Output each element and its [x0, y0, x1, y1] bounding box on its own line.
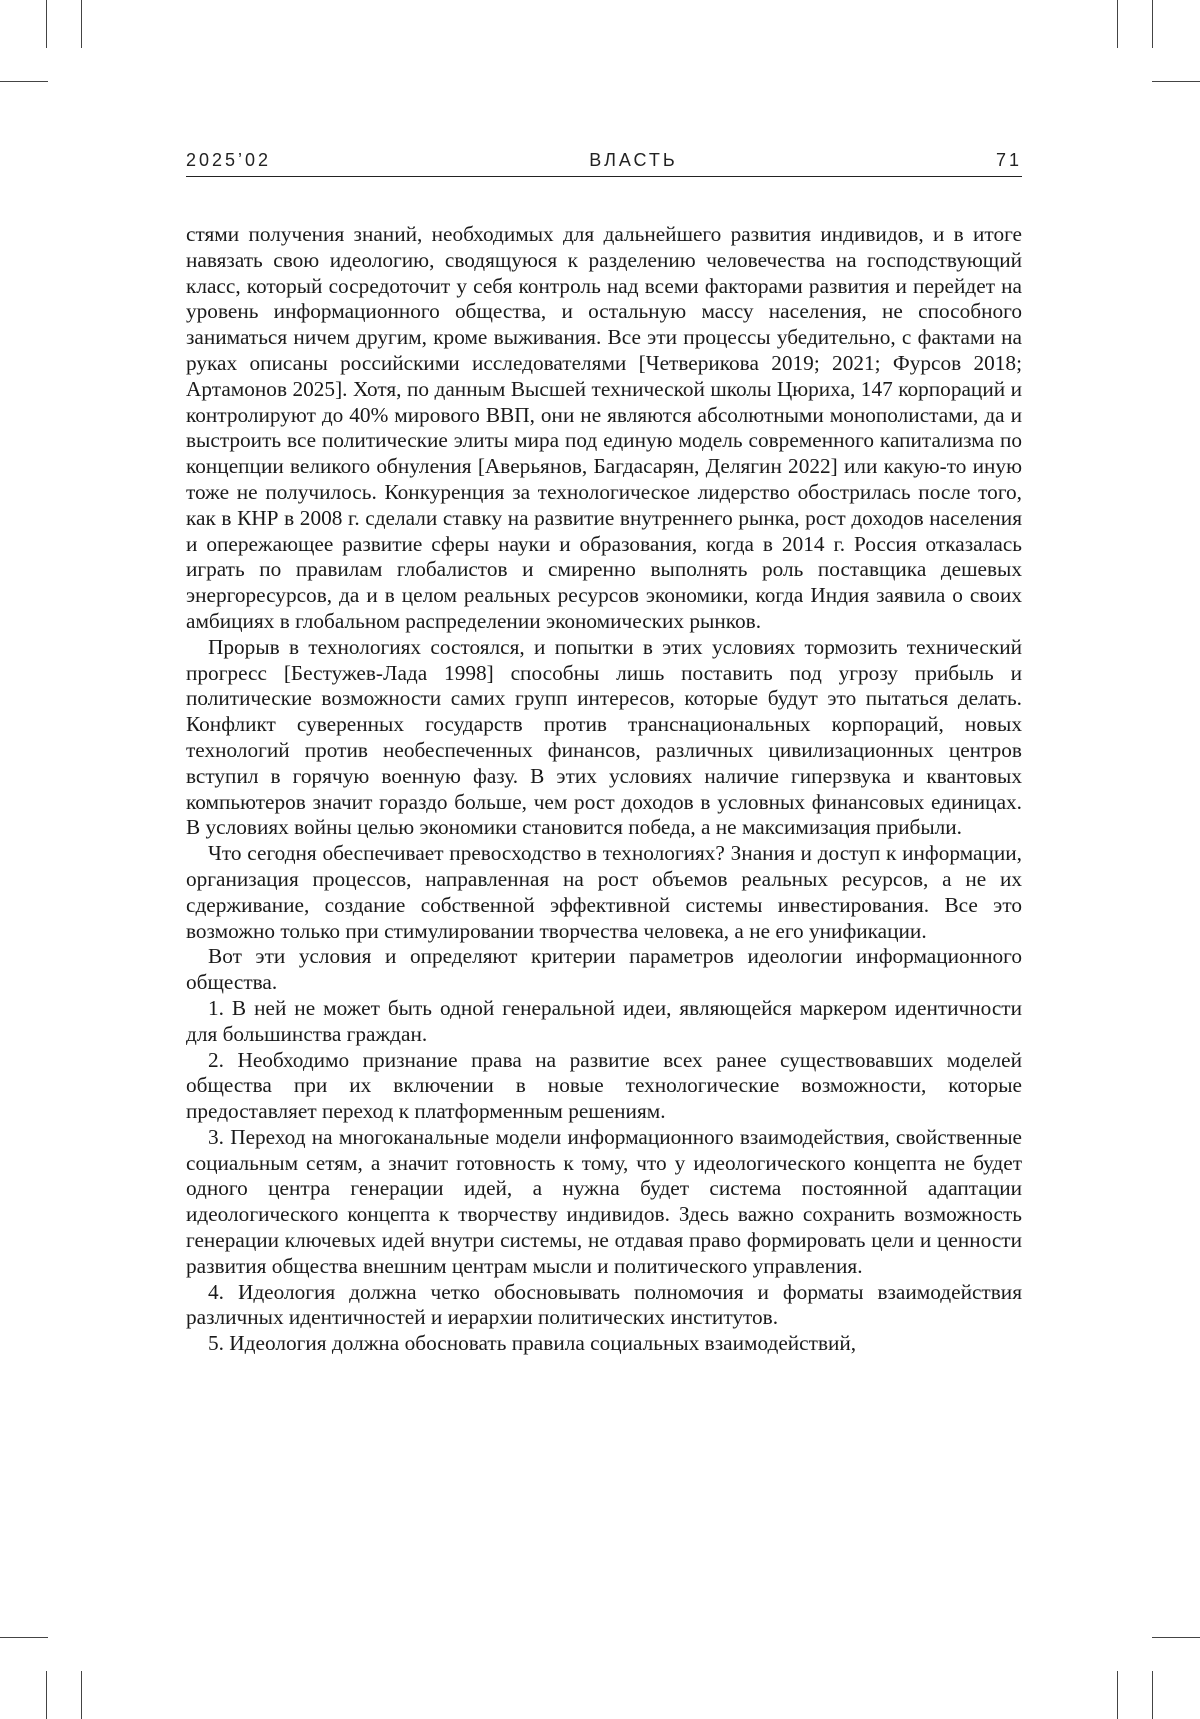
list-item-3: 3. Переход на многоканальные модели информационного взаимодействия, свойственные социальным сетям, а значит готовность к тому, что у идеологического концепта не будет одного центра генерации идей, а нужна будет система постоянной адаптации идеологического концепта к творчеству индивидов. Здесь важно сохранить возможность генерации ключевых идей внутри системы, не отдавая право формировать цели и ценности развития общества внешним центрам мысли и политического управления.	[186, 1124, 1022, 1278]
paragraph: Вот эти условия и определяют критерии параметров идеологии информационного общества.	[186, 944, 1022, 995]
running-head	[186, 150, 1022, 177]
crop-mark	[81, 0, 82, 48]
page-number: 71	[995, 150, 1022, 170]
crop-mark	[1152, 81, 1200, 82]
crop-mark	[46, 0, 47, 48]
issue-number: 2025’02	[186, 150, 272, 170]
paragraph-continued: стями получения знаний, необходимых для дальнейшего развития индивидов, и в итоге навязать свою идеологию, сводящуюся к разделению человечества на господствующий класс, который сосредоточит у себя контроль над всеми факторами развития и перейдет на уровень информационного общества, и остальную массу населения, не способного заниматься ничем другим, кроме выживания. Все эти процессы убедительно, с фактами на руках описаны российскими исследователями [Четверикова 2019; 2021; Фурсов 2018; Артамонов 2025]. Хотя, по данным Высшей технической школы Цюриха, 147 корпораций и контролируют до 40% мирового ВВП, они не являются абсолютными монополистами, да и выстроить все политические элиты мира под единую модель современного капитализма по концепции великого обнуления [Аверьянов, Багдасарян, Делягин 2022] или какую-то иную тоже не получилось. Конкуренция за технологическое лидерство обострилась после того, как в КНР в 2008 г. сделали ставку на развитие внутреннего рынка, рост доходов населения и опережающее развитие сферы науки и образования, когда в 2014 г. Россия отказалась играть по правилам глобалистов и смиренно выполнять роль поставщика дешевых энергоресурсов, да и в целом реальных ресурсов экономики, когда Индия заявила о своих амбициях в глобальном распределении экономических рынков.	[186, 222, 1022, 633]
crop-mark	[0, 81, 48, 82]
list-item-2: 2. Необходимо признание права на развитие всех ранее существовавших моделей общества при их включении в новые технологические возможности, которые предоставляет переход к платформенным решениям.	[186, 1047, 1022, 1124]
paragraph: Что сегодня обеспечивает превосходство в технологиях? Знания и доступ к информации, организация процессов, направленная на рост объемов реальных ресурсов, а не их сдерживание, создание собственной эффективной системы инвестирования. Все это возможно только при стимулировании творчества человека, а не его унификации.	[186, 841, 1022, 943]
crop-mark	[81, 1671, 82, 1719]
list-item-5: 5. Идеология должна обосновать правила социальных взаимодействий,	[208, 1331, 857, 1356]
crop-mark	[1152, 1637, 1200, 1638]
list-item-4: 4. Идеология должна четко обосновывать полномочия и форматы взаимодействия различных идентичностей и иерархии политических институтов.	[186, 1279, 1022, 1330]
paragraph: Прорыв в технологиях состоялся, и попытки в этих условиях тормозить технический прогресс [Бестужев-Лада 1998] способны лишь поставить под угрозу прибыль и политические возможности самих групп интересов, которые будут это пытаться делать. Конфликт суверенных государств против транснациональных корпораций, новых технологий против необеспеченных финансов, различных цивилизационных центров вступил в горячую военную фазу. В этих условиях наличие гиперзвука и квантовых компьютеров значит гораздо больше, чем рост доходов в условных финансовых единицах. В условиях войны целью экономики становится победа, а не максимизация прибыли.	[186, 634, 1022, 840]
crop-mark	[1117, 0, 1118, 48]
crop-mark	[0, 1637, 48, 1638]
crop-mark	[1117, 1671, 1118, 1719]
crop-mark	[46, 1671, 47, 1719]
list-item-1: 1. В ней не может быть одной генеральной идеи, являющейся маркером идентичности для большинства граждан.	[186, 995, 1022, 1046]
article-body	[186, 222, 1022, 1357]
crop-mark	[1152, 0, 1153, 48]
crop-mark	[1152, 1671, 1153, 1719]
journal-title: ВЛАСТЬ	[589, 150, 678, 170]
